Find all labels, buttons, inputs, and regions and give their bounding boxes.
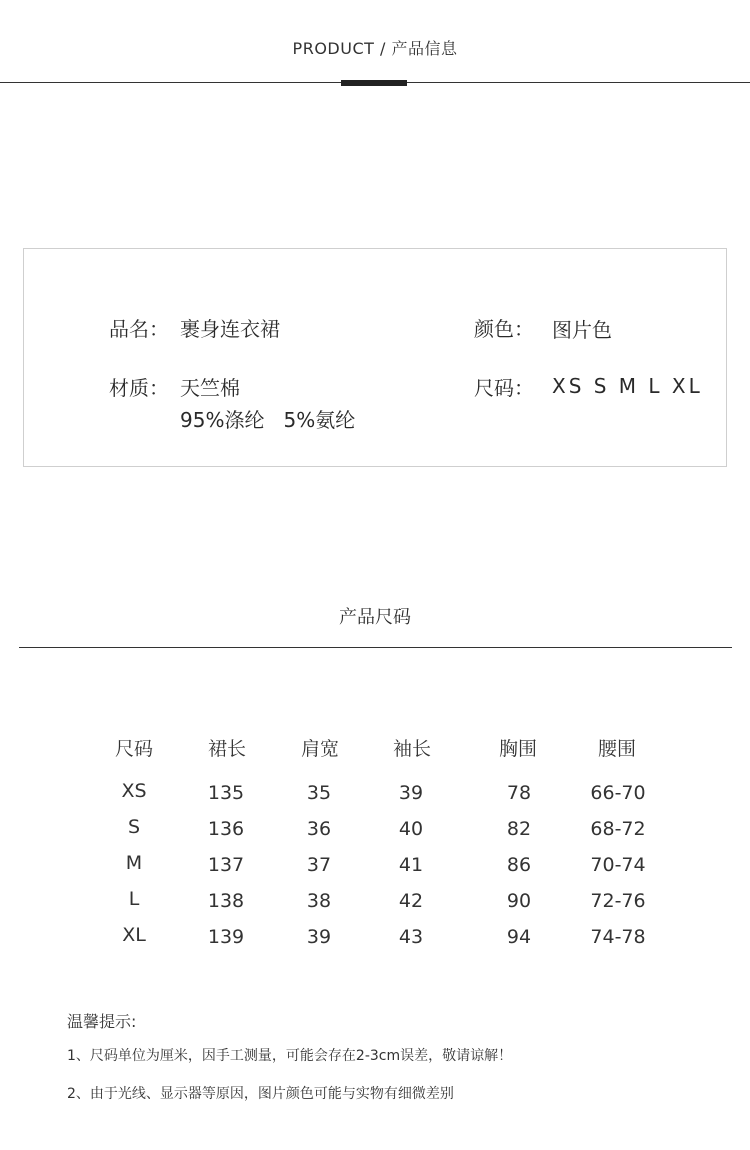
size-values: XS S M L XL [552,374,703,398]
product-info-box [23,248,727,467]
table-cell: 40 [398,818,424,840]
note-item: 1、尺码单位为厘米，因手工测量，可能会存在2-3cm误差，敬请谅解！ [67,1048,513,1064]
table-cell: 135 [207,782,245,804]
table-cell: XL [122,924,146,946]
table-cell: 86 [506,854,532,876]
table-cell: 35 [306,782,332,804]
material-value: 天竺棉 [180,376,240,400]
material-label: 材质： [109,376,169,400]
size-chart-title: 产品尺码 [339,607,411,628]
table-cell: 70-74 [590,854,646,876]
name-value: 裹身连衣裙 [180,317,280,341]
table-header-cell: 肩宽 [300,738,339,760]
table-cell: 137 [207,854,245,876]
table-cell: 68-72 [590,818,646,840]
table-header-cell: 裙长 [207,738,246,760]
table-cell: 82 [506,818,532,840]
table-cell: 37 [306,854,332,876]
material-composition: 95%涤纶 5%氨纶 [180,408,356,432]
table-cell: 94 [506,926,532,948]
table-cell: 38 [306,890,332,912]
page-header-title: PRODUCT / 产品信息 [292,39,458,58]
table-cell: 39 [398,782,424,804]
table-header-cell: 腰围 [597,738,636,760]
table-cell: 78 [506,782,532,804]
name-label: 品名： [109,317,169,341]
table-cell: 42 [398,890,424,912]
header-accent-bar [341,80,407,86]
table-cell: 74-78 [590,926,646,948]
size-label: 尺码： [474,376,534,400]
table-cell: 139 [207,926,245,948]
table-cell: M [125,852,143,874]
table-cell: L [128,888,140,910]
table-header-cell: 胸围 [498,738,537,760]
table-cell: 43 [398,926,424,948]
note-item: 2、由于光线、显示器等原因，图片颜色可能与实物有细微差别 [67,1086,454,1102]
table-header-cell: 袖长 [392,738,431,760]
table-cell: 136 [207,818,245,840]
table-cell: 36 [306,818,332,840]
table-cell: S [127,816,141,838]
notes-title: 温馨提示: [67,1012,137,1031]
table-cell: 66-70 [590,782,646,804]
table-cell: 41 [398,854,424,876]
table-cell: XS [121,780,147,802]
color-value: 图片色 [552,318,612,342]
table-cell: 90 [506,890,532,912]
table-cell: 39 [306,926,332,948]
size-chart-divider [19,647,732,648]
table-cell: 72-76 [590,890,646,912]
color-label: 颜色： [474,317,534,341]
table-cell: 138 [207,890,245,912]
table-header-cell: 尺码 [114,738,153,760]
